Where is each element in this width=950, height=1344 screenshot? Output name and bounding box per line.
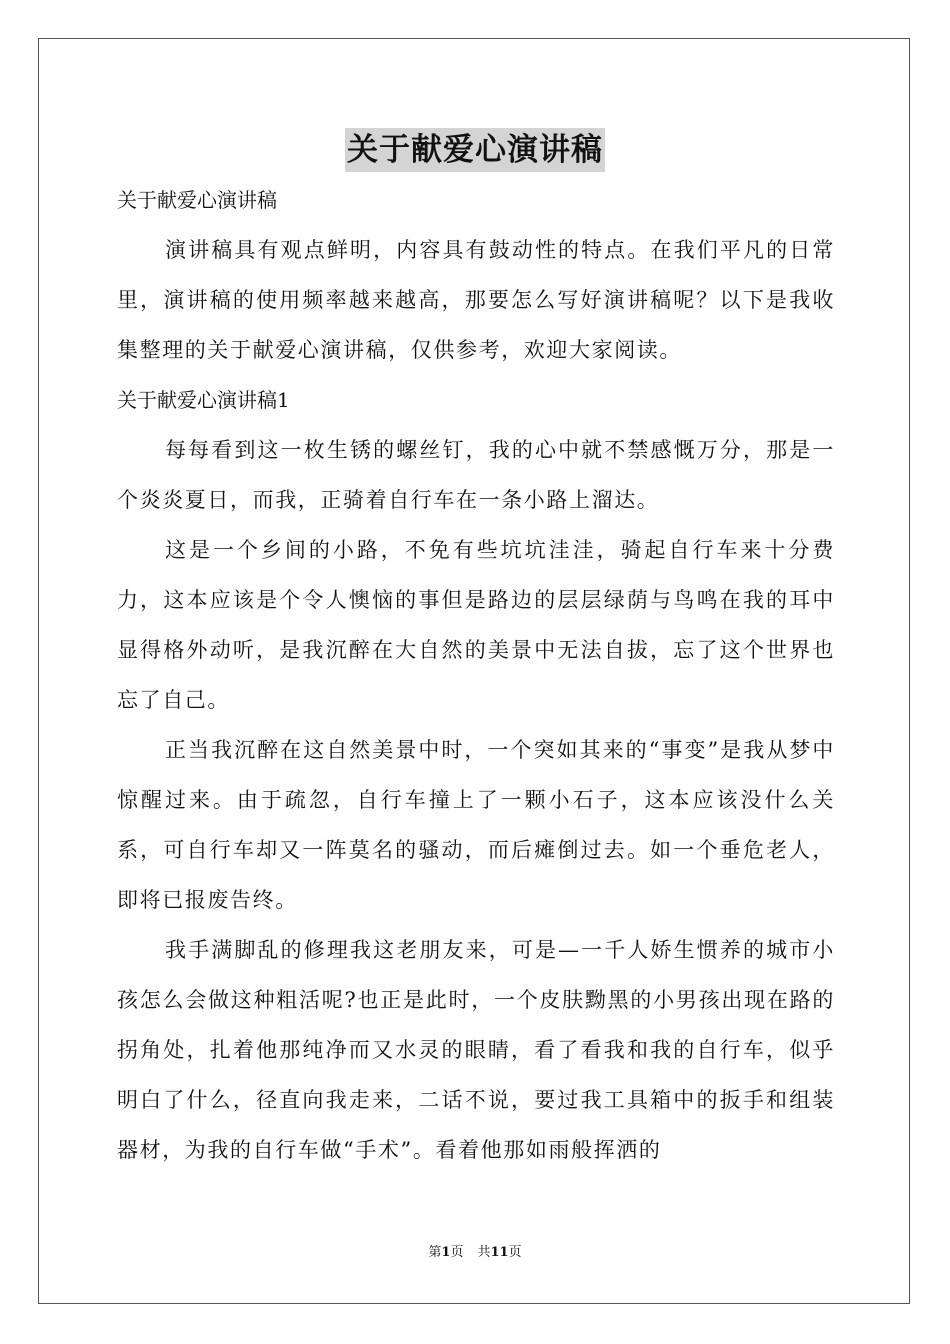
total-prefix: 共 [477,1245,491,1260]
page-prefix: 第 [428,1245,442,1260]
page-current: 1 [441,1245,451,1260]
title-container [0,128,950,172]
total-suffix: 页 [508,1245,522,1260]
body-paragraph-4: 我手满脚乱的修理我这老朋友来，可是—一千人娇生惯养的城市小孩怎么会做这种粗活呢?也正是此时，一个皮肤黝黑的小男孩出现在路的拐角处，扎着他那纯净而又水灵的眼睛，看了看我和我的自行车，似乎明白了什么，径直向我走来，二话不说，要过我工具箱中的扳手和组装器材，为我的自行车做“手术”。看着他那如雨般挥洒的 [117,938,835,1162]
section-heading: 关于献爱心演讲稿1 [117,388,290,412]
intro-paragraph: 演讲稿具有观点鲜明，内容具有鼓动性的特点。在我们平凡的日常里，演讲稿的使用频率越来越高，那要怎么写好演讲稿呢？以下是我收集整理的关于献爱心演讲稿，仅供参考，欢迎大家阅读。 [117,238,835,362]
subtitle: 关于献爱心演讲稿 [117,188,277,212]
page-footer [0,1244,950,1262]
body-paragraph-3: 正当我沉醉在这自然美景中时，一个突如其来的“事变”是我从梦中惊醒过来。由于疏忽，自行车撞上了一颗小石子，这本应该没什么关系，可自行车却又一阵莫名的骚动，而后瘫倒过去。如一个垂危老人，即将已报废告终。 [117,738,835,912]
document-body [117,175,835,1175]
page-suffix: 页 [450,1245,464,1260]
page-total: 11 [490,1245,509,1260]
body-paragraph-2: 这是一个乡间的小路，不免有些坑坑洼洼，骑起自行车来十分费力，这本应该是个令人懊恼的事但是路边的层层绿荫与鸟鸣在我的耳中显得格外动听，是我沉醉在大自然的美景中无法自拔，忘了这个世界也忘了自己。 [117,538,835,712]
body-paragraph-1: 每每看到这一枚生锈的螺丝钉，我的心中就不禁感慨万分，那是一个炎炎夏日，而我，正骑着自行车在一条小路上溜达。 [117,438,835,512]
document-title: 关于献爱心演讲稿 [345,128,605,172]
